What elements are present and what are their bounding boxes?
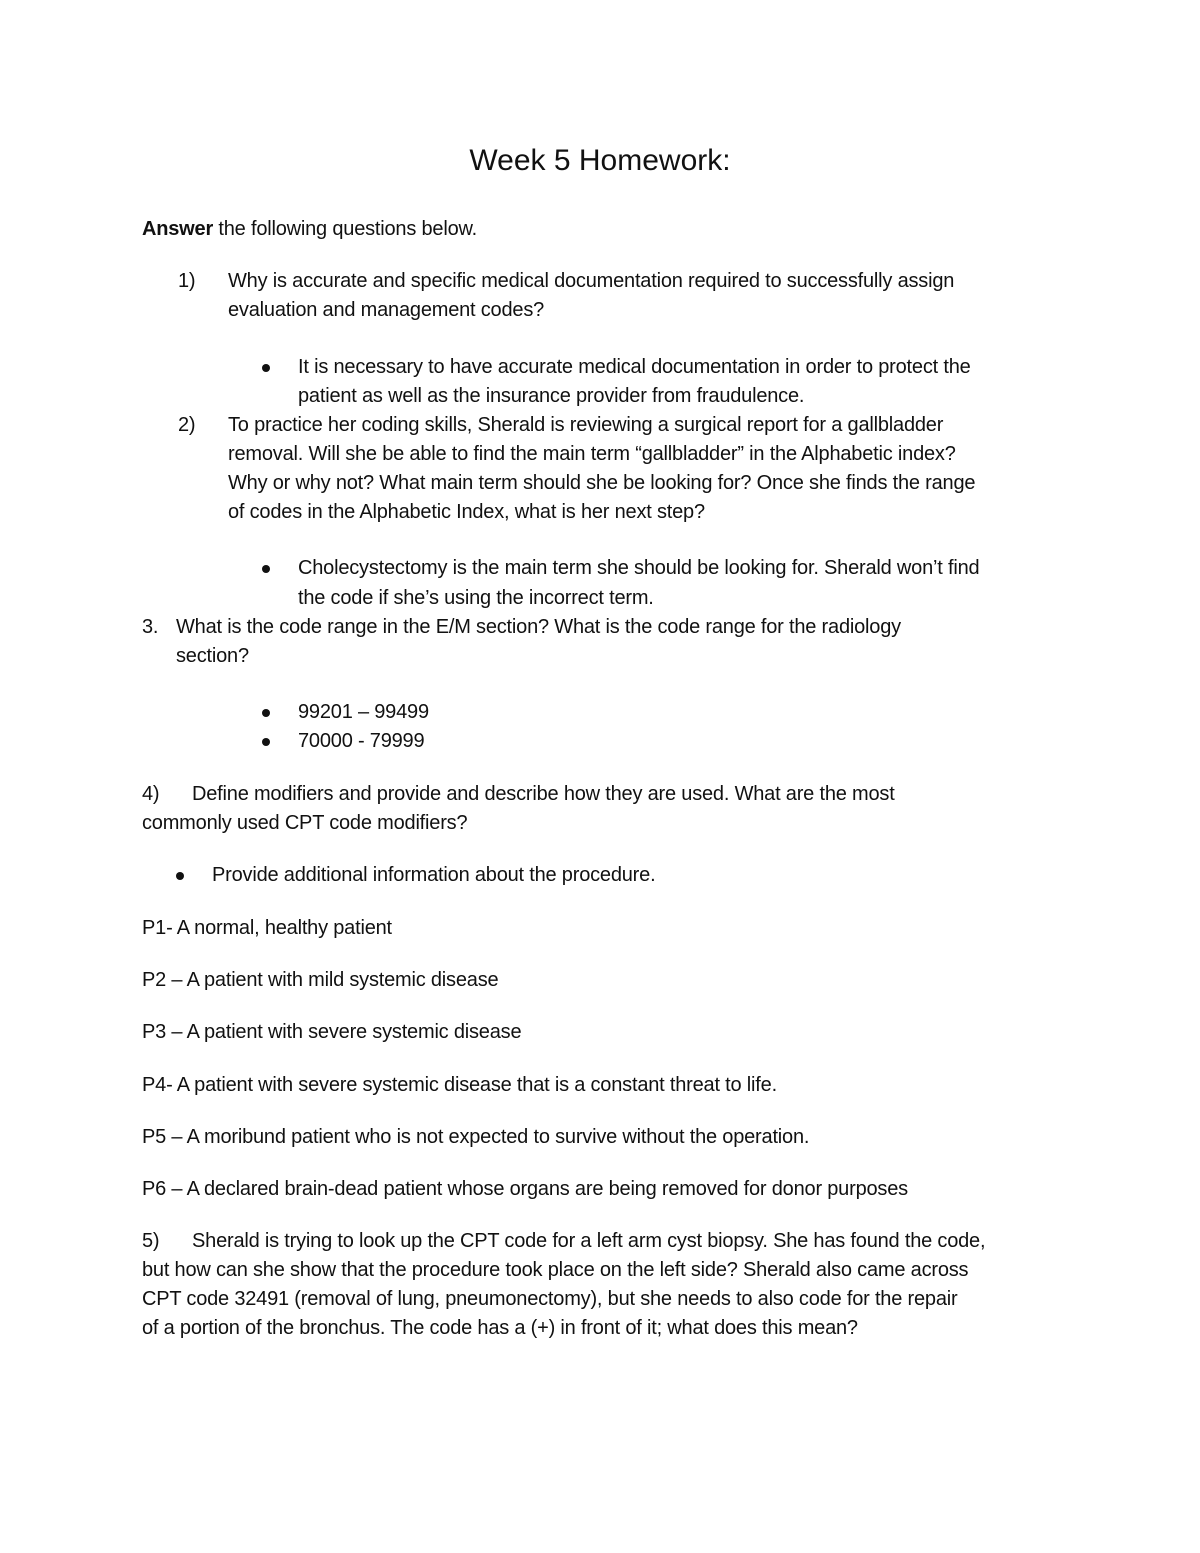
intro-bold: Answer [142,218,214,240]
answer-2-line-2: the code if she’s using the incorrect term. [298,587,654,609]
answer-3-item-2: 70000 - 79999 [298,730,425,752]
question-2-line-3: Why or why not? What main term should she be looking for? Once she finds the range [228,472,976,494]
question-1-line-1: Why is accurate and specific medical documentation required to successfully assign [228,270,955,292]
p-list-item: P2 – A patient with mild systemic disease [142,969,499,991]
question-5-line-2: but how can she show that the procedure took place on the left side? Sherald also came across [142,1259,969,1281]
question-2-line-1: To practice her coding skills, Sherald is reviewing a surgical report for a gallbladder [228,414,944,436]
bullet-icon [262,565,270,573]
question-2-number: 2) [178,414,196,436]
p-list-item: P3 – A patient with severe systemic disease [142,1021,522,1043]
question-4-number: 4) [142,783,160,805]
intro-rest: the following questions below. [213,218,478,240]
answer-2-line-1: Cholecystectomy is the main term she should be looking for. Sherald won’t find [298,557,980,579]
answer-1-line-1: It is necessary to have accurate medical documentation in order to protect the [298,356,971,378]
question-3-number: 3. [142,616,159,638]
p-list-item: P1- A normal, healthy patient [142,917,392,939]
question-1-number: 1) [178,270,196,292]
p-list-item: P5 – A moribund patient who is not expected to survive without the operation. [142,1126,810,1148]
question-5-line-4: of a portion of the bronchus. The code has a (+) in front of it; what does this mean? [142,1317,858,1339]
answer-1-line-2: patient as well as the insurance provider from fraudulence. [298,385,805,407]
answer-3-item-1: 99201 – 99499 [298,701,429,723]
intro-line [142,215,477,244]
p-list-item: P4- A patient with severe systemic disease that is a constant threat to life. [142,1074,777,1096]
question-5-line-1: Sherald is trying to look up the CPT code for a left arm cyst biopsy. She has found the code, [192,1230,986,1252]
question-3-line-2: section? [176,645,249,667]
question-2-line-2: removal. Will she be able to find the main term “gallbladder” in the Alphabetic index? [228,443,956,465]
bullet-icon [262,709,270,717]
bullet-icon [262,364,270,372]
question-4-line-2: commonly used CPT code modifiers? [142,812,468,834]
page-title: Week 5 Homework: [469,144,731,177]
bullet-icon [176,872,184,880]
bullet-icon [262,738,270,746]
question-5-line-3: CPT code 32491 (removal of lung, pneumonectomy), but she needs to also code for the repair [142,1288,958,1310]
p-list-item: P6 – A declared brain-dead patient whose organs are being removed for donor purposes [142,1178,908,1200]
question-2-line-4: of codes in the Alphabetic Index, what is her next step? [228,501,705,523]
question-4-line-1: Define modifiers and provide and describe how they are used. What are the most [192,783,895,805]
question-5-number: 5) [142,1230,160,1252]
question-3-line-1: What is the code range in the E/M section? What is the code range for the radiology [176,616,901,638]
answer-4-line-1: Provide additional information about the procedure. [212,864,656,886]
question-1-line-2: evaluation and management codes? [228,299,545,321]
